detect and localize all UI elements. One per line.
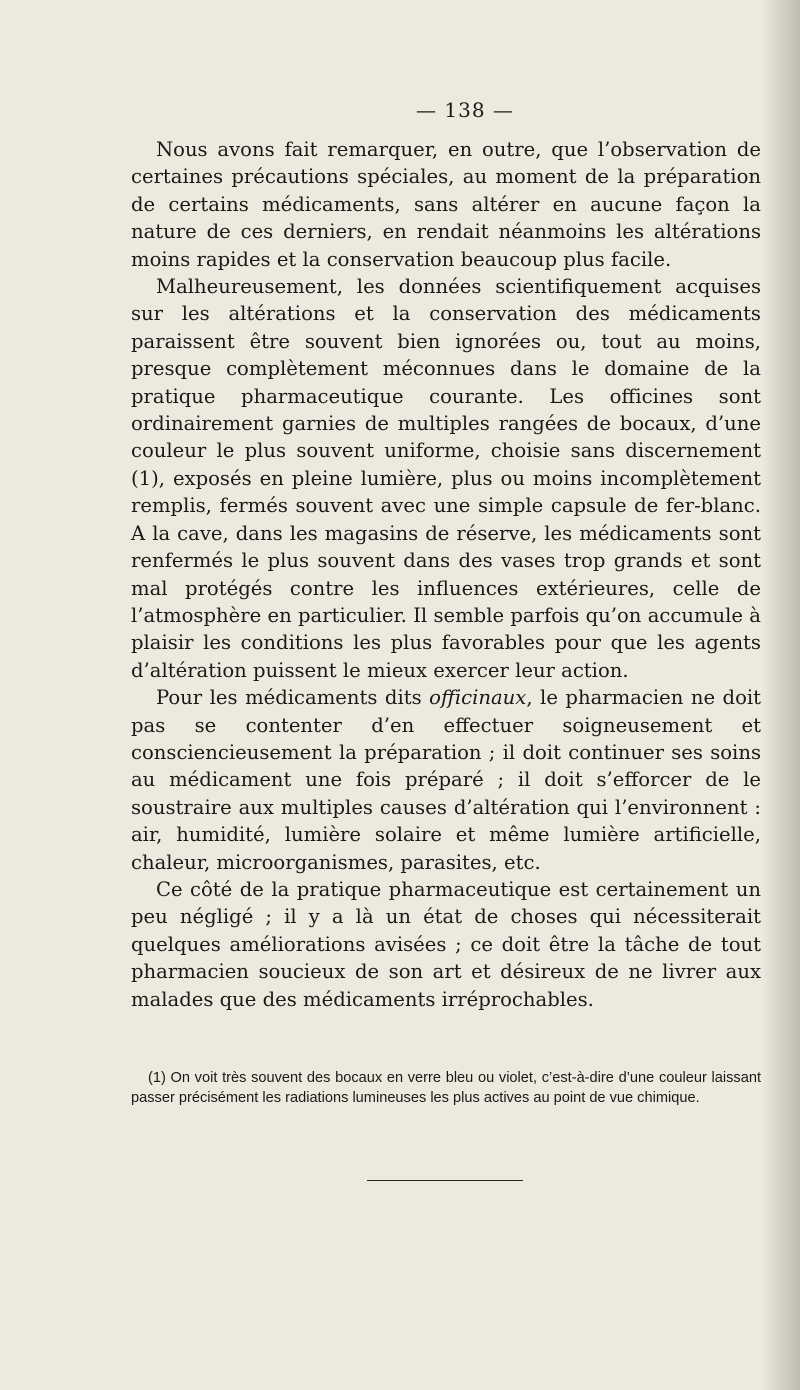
end-rule-divider: [367, 1180, 523, 1181]
paragraph-3-start: Pour les médicaments dits: [156, 686, 430, 710]
paragraph-3-end: , le pharmacien ne doit pas se contenter d’en effectuer soigneusement et consciencieusement la préparation ; il doit continuer ses soins au médicament une fois préparé ; il doit s’efforcer de le soustraire aux multiples causes d’altération qui l’environnent : air, humidité, lumière solaire et même lumière artificielle, chaleur, microorganismes, parasites, etc.: [131, 686, 762, 874]
paragraph-4: Ce côté de la pratique pharmaceutique est certainement un peu négligé ; il y a là un état de choses qui nécessiterait quelques améliorations avisées ; ce doit être la tâche de tout pharmacien soucieux de son art et désireux de ne livrer aux malades que des médicaments irréprochables.: [131, 877, 761, 1011]
paragraph-3: [131, 684, 761, 876]
footnote-text: (1) On voit très souvent des bocaux en verre bleu ou violet, c’est-à-dire d’une couleur laissant passer précisément les radiations lumineuses les plus actives au point de vue chimique.: [131, 1070, 761, 1106]
page-number-header: [0, 98, 800, 122]
page-edge-shadow: [762, 0, 800, 1390]
footnote: [131, 1068, 761, 1108]
paragraph-2: Malheureusement, les données scientifiquement acquises sur les altérations et la conservation des médicaments paraissent être souvent bien ignorées ou, tout au moins, presque complètement méconnues dans le domaine de la pratique pharmaceutique courante. Les officines sont ordinairement garnies de multiples rangées de bocaux, d’une couleur le plus souvent uniforme, choisie sans discernement (1), exposés en pleine lumière, plus ou moins incomplètement remplis, fermés souvent avec une simple capsule de fer-blanc. A la cave, dans les magasins de réserve, les médicaments sont renfermés le plus souvent dans des vases trop grands et sont mal protégés contre les influences extérieures, celle de l’atmosphère en particulier. Il semble parfois qu’on accumule à plaisir les conditions les plus favorables pour que les agents d’altération puissent le mieux exercer leur action.: [131, 275, 761, 682]
body-text: [131, 136, 761, 1013]
officinaux-italic: officinaux: [429, 686, 527, 710]
page-number: — 138 —: [416, 98, 514, 122]
paragraph-1: Nous avons fait remarquer, en outre, que l’observation de certaines précautions spéciales, au moment de la préparation de certains médicaments, sans altérer en aucune façon la nature de ces derniers, en rendait néanmoins les altérations moins rapides et la conservation beaucoup plus facile.: [131, 138, 761, 271]
